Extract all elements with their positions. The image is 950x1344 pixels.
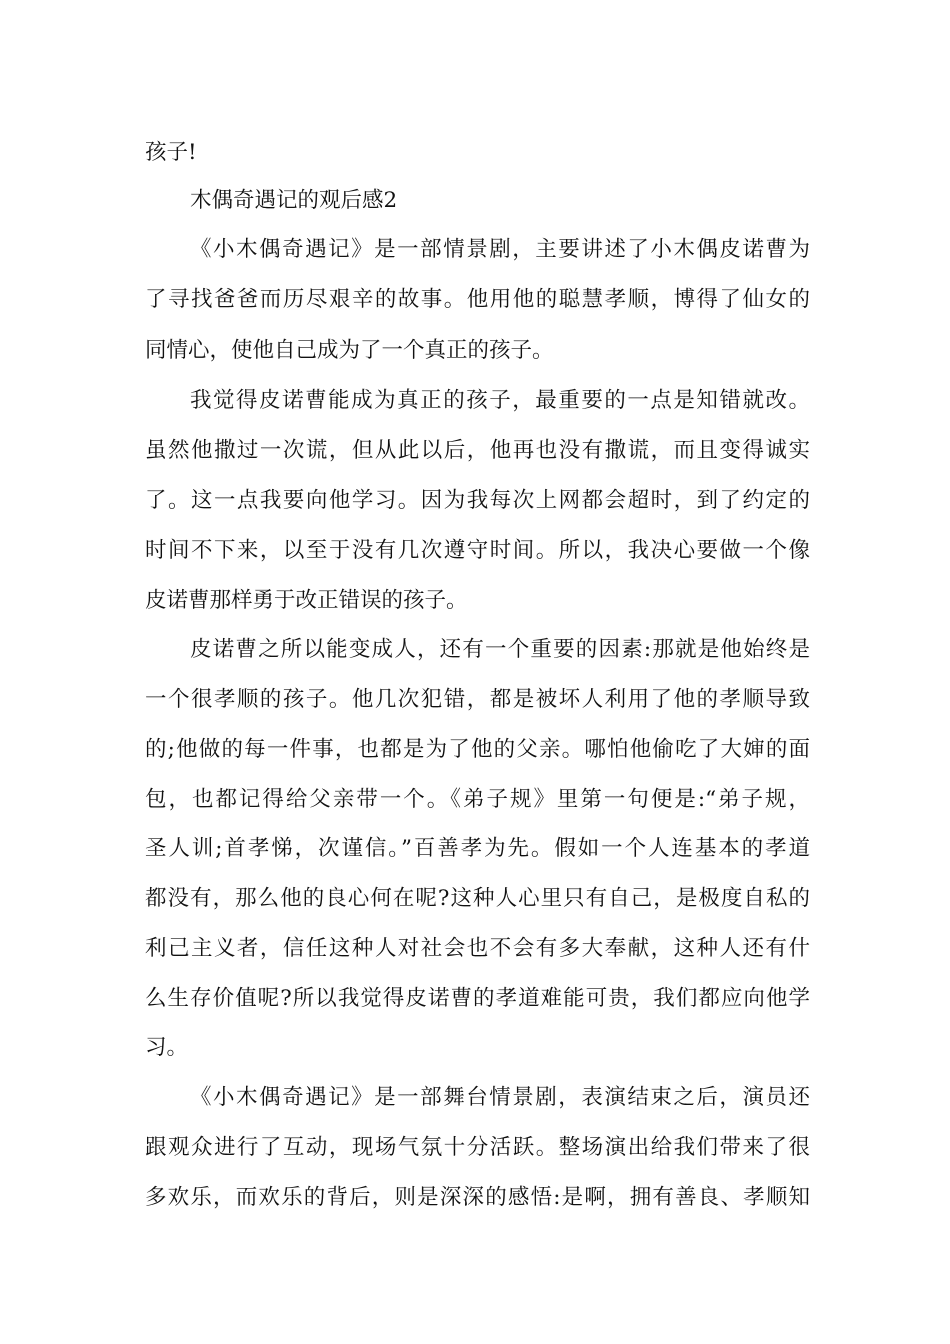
text-line: 跟观众进行了互动，现场气氛十分活跃。整场演出给我们带来了很 bbox=[145, 1135, 810, 1160]
text-line: 了寻找爸爸而历尽艰辛的故事。他用他的聪慧孝顺，博得了仙女的 bbox=[145, 287, 810, 312]
text-line: 时间不下来，以至于没有几次遵守时间。所以，我决心要做一个像 bbox=[145, 538, 810, 563]
text-line: 利己主义者，信任这种人对社会也不会有多大奉献，这种人还有什 bbox=[145, 936, 810, 961]
text-line: 同情心，使他自己成为了一个真正的孩子。 bbox=[145, 338, 554, 363]
text-line: 《小木偶奇遇记》是一部情景剧，主要讲述了小木偶皮诺曹为 bbox=[190, 237, 810, 262]
text-line: 都没有，那么他的良心何在呢?这种人心里只有自己，是极度自私的 bbox=[145, 886, 810, 911]
text-line: 习。 bbox=[145, 1035, 189, 1060]
text-line: 我觉得皮诺曹能成为真正的孩子，最重要的一点是知错就改。 bbox=[190, 388, 810, 413]
text-line: 圣人训;首孝悌，次谨信。”百善孝为先。假如一个人连基本的孝道 bbox=[145, 836, 810, 861]
text-line: 多欢乐，而欢乐的背后，则是深深的感悟:是啊，拥有善良、孝顺知 bbox=[145, 1185, 810, 1210]
text-line: 皮诺曹那样勇于改正错误的孩子。 bbox=[145, 588, 468, 613]
text-line: 虽然他撒过一次谎，但从此以后，他再也没有撒谎，而且变得诚实 bbox=[145, 438, 810, 463]
text-line: 皮诺曹之所以能变成人，还有一个重要的因素:那就是他始终是 bbox=[190, 637, 810, 662]
text-line: 么生存价值呢?所以我觉得皮诺曹的孝道难能可贵，我们都应向他学 bbox=[145, 986, 810, 1011]
section-title: 木偶奇遇记的观后感2 bbox=[190, 188, 398, 213]
text-line: 孩子! bbox=[145, 140, 197, 165]
text-line: 《小木偶奇遇记》是一部舞台情景剧，表演结束之后，演员还 bbox=[190, 1085, 810, 1110]
text-line: 一个很孝顺的孩子。他几次犯错，都是被坏人利用了他的孝顺导致 bbox=[145, 687, 810, 712]
text-line: 包，也都记得给父亲带一个。《弟子规》里第一句便是:“弟子规， bbox=[145, 787, 810, 812]
text-line: 了。这一点我要向他学习。因为我每次上网都会超时，到了约定的 bbox=[145, 488, 810, 513]
text-line: 的;他做的每一件事，也都是为了他的父亲。哪怕他偷吃了大婶的面 bbox=[145, 737, 810, 762]
